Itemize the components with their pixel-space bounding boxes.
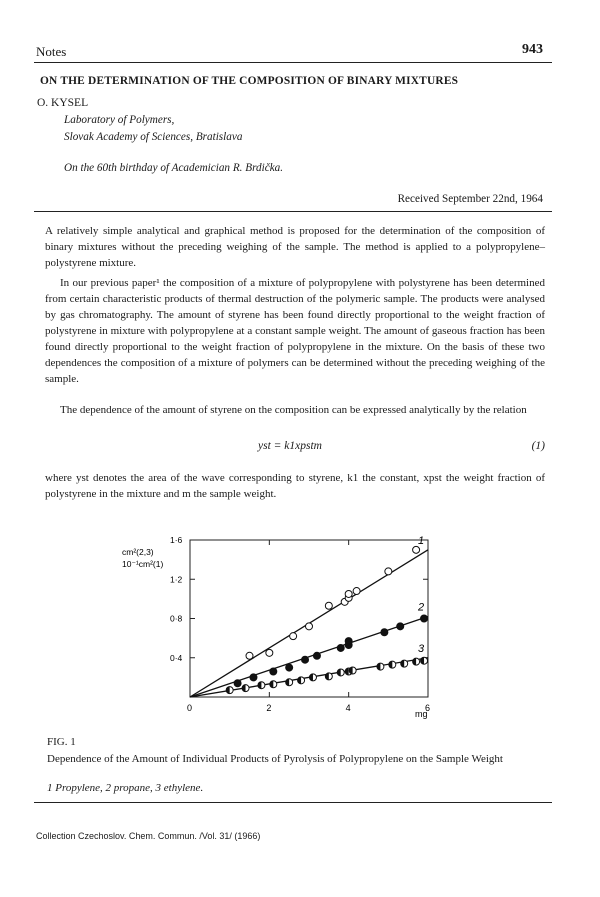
x-axis-label: mg	[415, 709, 428, 719]
data-point-series-1	[353, 588, 360, 595]
equation: yst = k1xpstm	[258, 440, 322, 452]
figure-label: FIG. 1	[47, 736, 76, 748]
y-tick-label: 1·2	[170, 574, 183, 585]
data-point-series-3	[349, 667, 356, 674]
data-point-series-2	[270, 668, 277, 675]
series-label-2: 2	[418, 601, 425, 614]
data-point-series-1	[345, 590, 352, 597]
series-label-1: 1	[418, 534, 425, 547]
figure-legend: 1 Propylene, 2 propane, 3 ethylene.	[47, 782, 204, 794]
data-point-series-3	[286, 679, 293, 686]
data-point-series-2	[234, 680, 241, 687]
abstract-rule	[34, 211, 552, 212]
x-tick-label: 2	[266, 703, 272, 713]
data-point-series-3	[401, 660, 408, 667]
data-point-series-3	[377, 663, 384, 670]
figure-caption: Dependence of the Amount of Individual Products of Pyrolysis of Polypropylene on the Sample Weight	[47, 753, 503, 765]
plot-frame	[190, 540, 428, 697]
header-rule	[34, 62, 552, 63]
data-point-series-3	[413, 658, 420, 665]
x-tick-label: 6	[425, 703, 431, 713]
article-title: ON THE DETERMINATION OF THE COMPOSITION OF BINARY MIXTURES	[40, 75, 459, 87]
data-point-series-1	[385, 568, 392, 575]
affiliation-line-2: Slovak Academy of Sciences, Bratislava	[64, 131, 243, 143]
data-point-series-3	[421, 657, 428, 664]
data-point-series-3	[270, 681, 277, 688]
journal-footer: Collection Czechoslov. Chem. Commun. /Vol. 31/ (1966)	[36, 831, 261, 841]
y-axis-label-line-2: 10⁻¹cm²(1)	[122, 559, 164, 569]
data-point-series-3	[258, 682, 265, 689]
data-point-series-1	[413, 546, 420, 553]
x-tick-label: 4	[345, 703, 351, 713]
series-label-3: 3	[418, 642, 425, 655]
data-point-series-2	[313, 652, 320, 659]
data-point-series-2	[381, 629, 388, 636]
paragraph-2: The dependence of the amount of styrene on the composition can be expressed analytically by the relation	[60, 404, 527, 416]
x-tick-label: 0	[187, 703, 193, 713]
data-point-series-1	[290, 633, 297, 640]
data-point-series-1	[246, 652, 253, 659]
abstract: A relatively simple analytical and graphical method is proposed for the determination of the composition of binary mixtures without the preceding weighing of the sample. The method is applied to a polypropylene–polystyrene mixture.	[45, 225, 545, 269]
data-point-series-3	[242, 685, 249, 692]
footer-rule	[34, 802, 552, 803]
data-point-series-1	[306, 623, 313, 630]
y-tick-label: 0·8	[170, 613, 183, 624]
page-number: 943	[522, 42, 543, 57]
y-tick-label: 1·6	[170, 535, 183, 545]
data-point-series-3	[325, 673, 332, 680]
y-tick-label: 0·4	[170, 652, 183, 663]
data-point-series-3	[337, 669, 344, 676]
equation-number: (1)	[531, 440, 545, 452]
data-point-series-2	[345, 638, 352, 645]
data-point-series-3	[298, 677, 305, 684]
data-point-series-2	[286, 664, 293, 671]
received-date: Received September 22nd, 1964	[397, 193, 543, 205]
data-point-series-2	[421, 615, 428, 622]
data-point-series-2	[250, 674, 257, 681]
data-point-series-2	[337, 644, 344, 651]
figure-1-chart	[100, 530, 460, 730]
data-point-series-3	[389, 661, 396, 668]
paragraph-1: In our previous paper¹ the composition of a mixture of polypropylene with polystyrene has been determined from certain characteristic products of thermal destruction of the polymeric sample. The products were analysed by gas chromatography. The amount of styrene has been found directly proportional to the weight fraction of polystyrene in mixture with polypropylene at a constant sample weight. The amount of gaseous fraction has been found directly proportional to the weight fraction of polypropylene in the mixture. On the basis of these two dependences the composition of a mixture of polymers can be determined without the preceding weighing of the sample.	[45, 277, 545, 385]
author: O. KYSEL	[37, 97, 89, 109]
data-point-series-1	[266, 649, 273, 656]
y-axis-label-line-1: cm²(2,3)	[122, 547, 154, 557]
paragraph-3: where yst denotes the area of the wave corresponding to styrene, k1 the constant, xpst the weight fraction of polystyrene in the mixture and m the sample weight.	[45, 472, 545, 500]
dedication: On the 60th birthday of Academician R. Brdička.	[64, 162, 284, 174]
affiliation-line-1: Laboratory of Polymers,	[64, 114, 175, 126]
running-header-section: Notes	[36, 44, 67, 59]
data-point-series-2	[302, 656, 309, 663]
data-point-series-3	[226, 687, 233, 694]
data-point-series-1	[325, 602, 332, 609]
data-point-series-3	[309, 674, 316, 681]
data-point-series-2	[397, 623, 404, 630]
